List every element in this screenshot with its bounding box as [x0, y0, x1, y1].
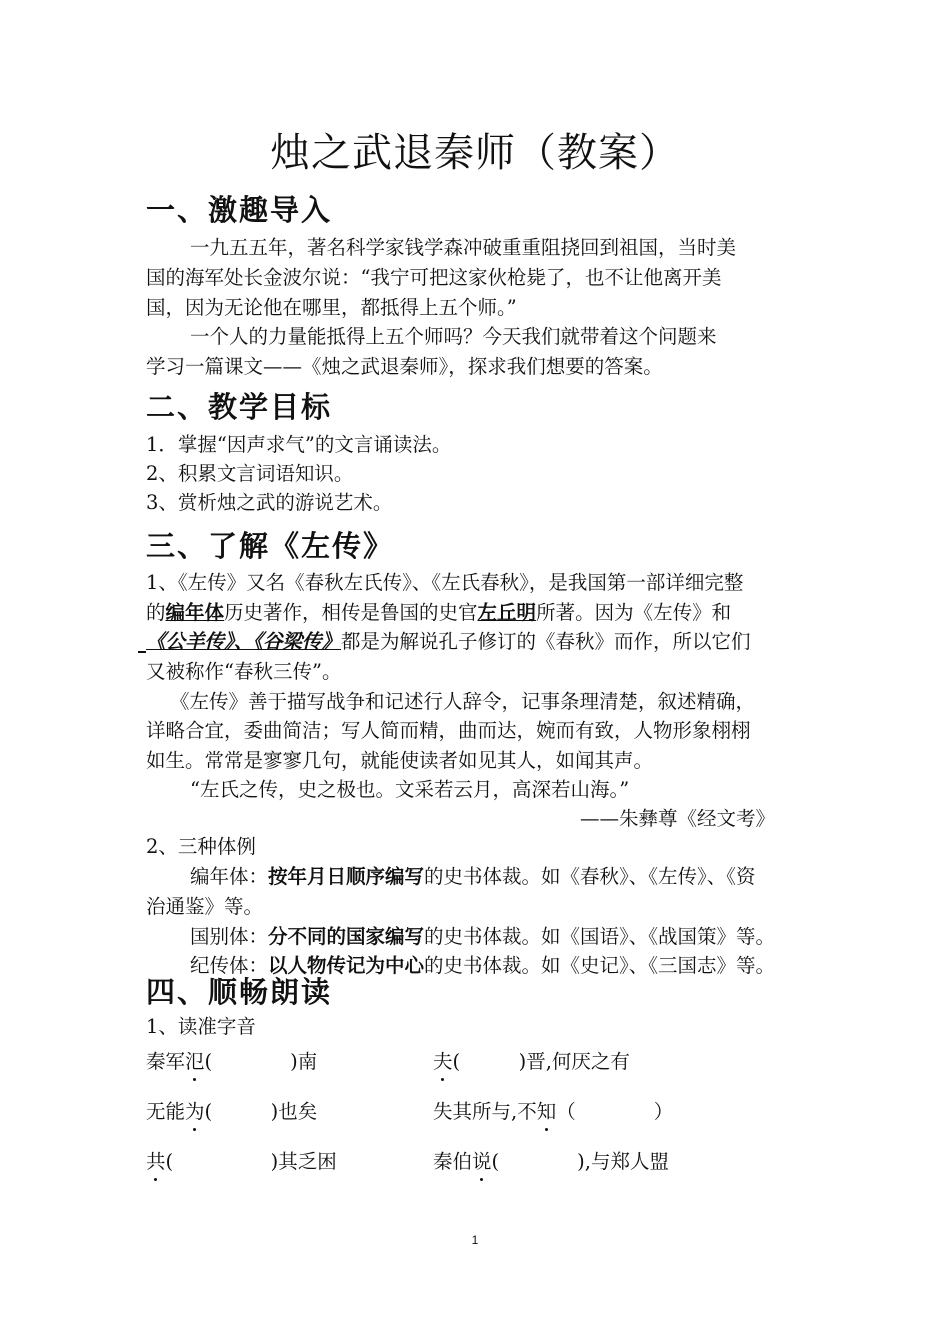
goal-item: 3、赏析烛之武的游说艺术。: [146, 491, 393, 514]
pronunciation-item: [433, 1096, 673, 1124]
section-heading-reading: 四、顺畅朗读: [146, 975, 333, 1009]
text-run: ( )晋,何厌之有: [452, 1050, 630, 1073]
genre-line-guobie: [190, 922, 775, 952]
underline-mark: [138, 651, 146, 653]
text-run: 历史著作，相传是鲁国的史官: [224, 601, 478, 624]
text-run: ( ),与郑人盟: [491, 1150, 669, 1173]
subheading: 2、三种体例: [146, 835, 256, 858]
pronunciation-item: [146, 1146, 337, 1174]
dotted-char: 说: [472, 1146, 492, 1174]
text-run: 的史书体裁。如《史记》、《三国志》等。: [424, 954, 776, 977]
key-term-gongyang-guliang: 《公羊传》、《谷梁传》: [146, 630, 342, 653]
pronunciation-item: [433, 1146, 669, 1174]
paragraph-line: 1、《左传》又名《春秋左氏传》、《左氏春秋》，是我国第一部详细完整: [146, 571, 744, 594]
subheading: 1、读准字音: [146, 1015, 256, 1038]
paragraph-line: 国，因为无论他在哪里，都抵得上五个师。”: [146, 296, 517, 319]
text-run: 的史书体裁。如《国语》、《战国策》等。: [424, 925, 776, 948]
genre-definition: 以人物传记为中心: [268, 954, 425, 977]
key-term-zuoqiuming: 左丘明: [477, 601, 537, 624]
text-run: ( )南: [204, 1050, 318, 1073]
quote-source: ——朱彝尊《经文考》: [580, 807, 776, 830]
paragraph-line: [146, 598, 731, 628]
paragraph-line: 治通鉴》等。: [146, 895, 264, 918]
genre-line-biannian: [190, 862, 756, 892]
goal-item: 2、积累文言词语知识。: [146, 462, 354, 485]
text-run: 无能: [146, 1100, 186, 1123]
dotted-char: 共: [146, 1146, 166, 1174]
paragraph-line: 学习一篇课文——《烛之武退秦师》，探求我们想要的答案。: [146, 355, 663, 378]
genre-definition: 分不同的国家编写: [268, 925, 425, 948]
genre-definition: 按年月日顺序编写: [268, 865, 425, 888]
section-heading-intro: 一、激趣导入: [146, 193, 333, 227]
quote: “左氏之传，史之极也。文采若云月，高深若山海。”: [190, 778, 630, 801]
pronunciation-item: [146, 1096, 317, 1124]
paragraph-line: 又被称作“春秋三传”。: [146, 660, 342, 683]
text-run: 秦军: [146, 1050, 186, 1073]
dotted-char: 氾: [185, 1046, 205, 1074]
text-run: ( )也矣: [204, 1100, 318, 1123]
dotted-char: 夫: [433, 1046, 453, 1074]
text-run: 的: [146, 601, 166, 624]
key-term-biannianti: 编年体: [165, 601, 225, 624]
paragraph-line: [146, 627, 751, 657]
paragraph-line: 如生。常常是寥寥几句，就能使读者如见其人，如闻其声。: [146, 749, 654, 772]
page-number: 1: [471, 1233, 479, 1247]
text-run: 都是为解说孔子修订的《春秋》而作，所以它们: [341, 630, 751, 653]
text-run: （ ）: [556, 1100, 674, 1123]
text-run: 国别体：: [190, 925, 269, 948]
text-run: 失其所与,不: [433, 1100, 537, 1123]
paragraph-line: 《左传》善于描写战争和记述行人辞令，记事条理清楚，叙述精确，: [170, 690, 756, 713]
text-run: 秦伯: [433, 1150, 473, 1173]
section-heading-goals: 二、教学目标: [146, 390, 333, 424]
dotted-char: 知: [537, 1096, 557, 1124]
text-run: 编年体：: [190, 865, 269, 888]
text-run: 所著。因为《左传》和: [536, 601, 732, 624]
paragraph-line: 详略合宜，委曲简洁；写人简而精，曲而达，婉而有致，人物形象栩栩: [146, 719, 751, 742]
section-heading-zuozhuan: 三、了解《左传》: [146, 529, 395, 563]
text-run: ( )其乏困: [165, 1150, 337, 1173]
dotted-char: 为: [185, 1096, 205, 1124]
pronunciation-item: [146, 1046, 317, 1074]
paragraph-line: 一九五五年，著名科学家钱学森冲破重重阻挠回到祖国，当时美: [190, 236, 737, 259]
text-run: 纪传体：: [190, 954, 269, 977]
paragraph-line: 一个人的力量能抵得上五个师吗？今天我们就带着这个问题来: [190, 325, 717, 348]
pronunciation-item: [433, 1046, 630, 1074]
paragraph-line: 国的海军处长金波尔说：“我宁可把这家伙枪毙了，也不让他离开美: [146, 266, 722, 289]
goal-item: 1．掌握“因声求气”的文言诵读法。: [146, 433, 452, 456]
text-run: 的史书体裁。如《春秋》、《左传》、《资: [424, 865, 756, 888]
page-title: 烛之武退秦师（教案）: [270, 130, 680, 176]
